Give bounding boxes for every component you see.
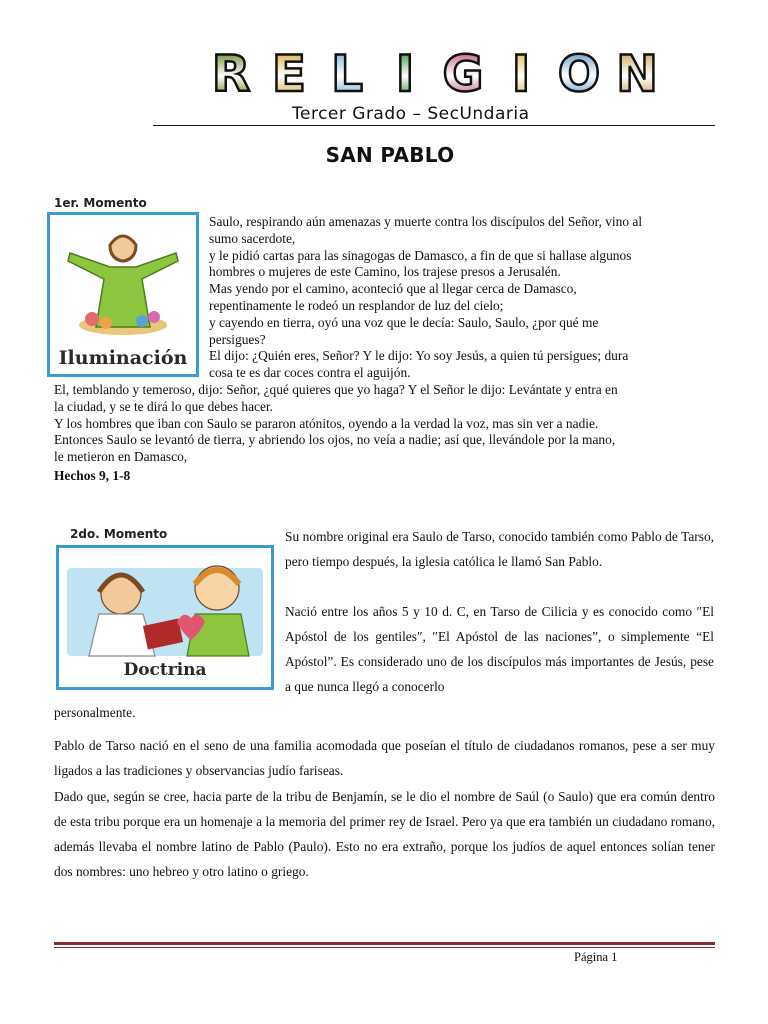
header-divider [153,125,715,126]
bible-reference: Hechos 9, 1-8 [54,468,131,483]
banner-letter: I [374,52,436,96]
text-line: y cayendo en tierra, oyó una voz que le decía: Saulo, Saulo, ¿por qué me [209,314,599,330]
text-line: le metieron en Damasco, [54,449,188,465]
text-line: persigues? [209,331,266,347]
banner-letter: O [548,52,610,96]
text-line: Mas yendo por el camino, aconteció que al llegar cerca de Damasco, [209,281,577,297]
text-line: hombres o mujeres de este Camino, los trajese presos a Jerusalén. [209,264,561,280]
continuation-text: personalmente. [54,705,136,720]
paragraph-origin: Pablo de Tarso nació en el seno de una familia acomodada que poseían el título de ciudadanos romanos, pese a ser muy ligados a las tradiciones y observancias judío fariseas. [54,738,715,778]
footer-divider [54,942,715,945]
text-line: cosa te es dar coces contra el aguijón. [209,365,411,381]
text-line: la ciudad, y se te dirá lo que debes hacer. [54,398,273,414]
text-line: y le pidió cartas para las sinagogas de Damasco, a fin de que si hallase algunos [209,247,632,263]
iluminacion-image [47,212,199,377]
banner-letter: L [316,52,378,96]
grade-subtitle: Tercer Grado – SecUndaria [292,104,530,124]
iluminacion-caption: Iluminación [58,347,188,369]
moment-1-side-text [209,214,715,382]
jesus-illustration [50,215,196,345]
moment-2-side-text: Su nombre original era Saulo de Tarso, conocido también como Pablo de Tarso, pero tiempo después, la iglesia católica le llamó San Pablo. [285,529,714,569]
banner-letter: G [432,52,494,96]
text-line: sumo sacerdote, [209,230,296,246]
text-line: Y los hombres que iban con Saulo se pararon atónitos, oyendo a la verdad la voz, mas sin ver a nadie. [54,415,599,431]
moment-2-label: 2do. Momento [70,527,168,541]
doctrina-image [56,545,274,690]
text-line: repentinamente le rodeó un resplandor de luz del cielo; [209,297,504,313]
religion-banner [200,52,670,98]
moment-2-side-text-2: Nació entre los años 5 y 10 d. C, en Tarso de Cilicia y es conocido como ″El Apóstol de los gentiles″, ″El Apóstol de las naciones”, o simplemente “El Apóstol”. Es considerado uno de los discípulos más importantes de Jesús, pese a que nunca llegó a conocerlo [285,604,714,694]
page-number: Página 1 [574,950,618,964]
text-line: El dijo: ¿Quién eres, Señor? Y le dijo: Yo soy Jesús, a quien tú persigues; dura [209,348,629,364]
text-line: El, temblando y temeroso, dijo: Señor, ¿qué quieres que yo haga? Y el Señor le dijo: Levántate y entra en [54,382,618,397]
footer-divider-thin [54,947,715,948]
moment-1-label: 1er. Momento [54,196,147,210]
text-line: Saulo, respirando aún amenazas y muerte contra los discípulos del Señor, vino al [209,214,643,229]
doctrina-illustration [59,548,271,658]
banner-letter: R [200,52,262,96]
banner-letter: I [490,52,552,96]
banner-letter: E [258,52,320,96]
text-line: Entonces Saulo se levantó de tierra, y abriendo los ojos, no veía a nadie; así que, llevándole por la mano, [54,432,616,448]
paragraph-name: Dado que, según se cree, hacia parte de la tribu de Benjamín, se le dio el nombre de Saúl (o Saulo) que era común dentro de esta tribu porque era un homenaje a la memoria del primer rey de Israel. Pero ya que era también un ciudadano romano, además llevaba el nombre latino de Pablo (Paulo). Esto no era extraño, porque los judíos de aquel entonces solían tener dos nombres: uno hebreo y otro latino o griego. [54,789,715,879]
page-title: SAN PABLO [325,143,455,167]
doctrina-caption: Doctrina [123,660,207,680]
banner-letter: N [606,52,668,96]
moment-1-full-text [54,382,716,466]
